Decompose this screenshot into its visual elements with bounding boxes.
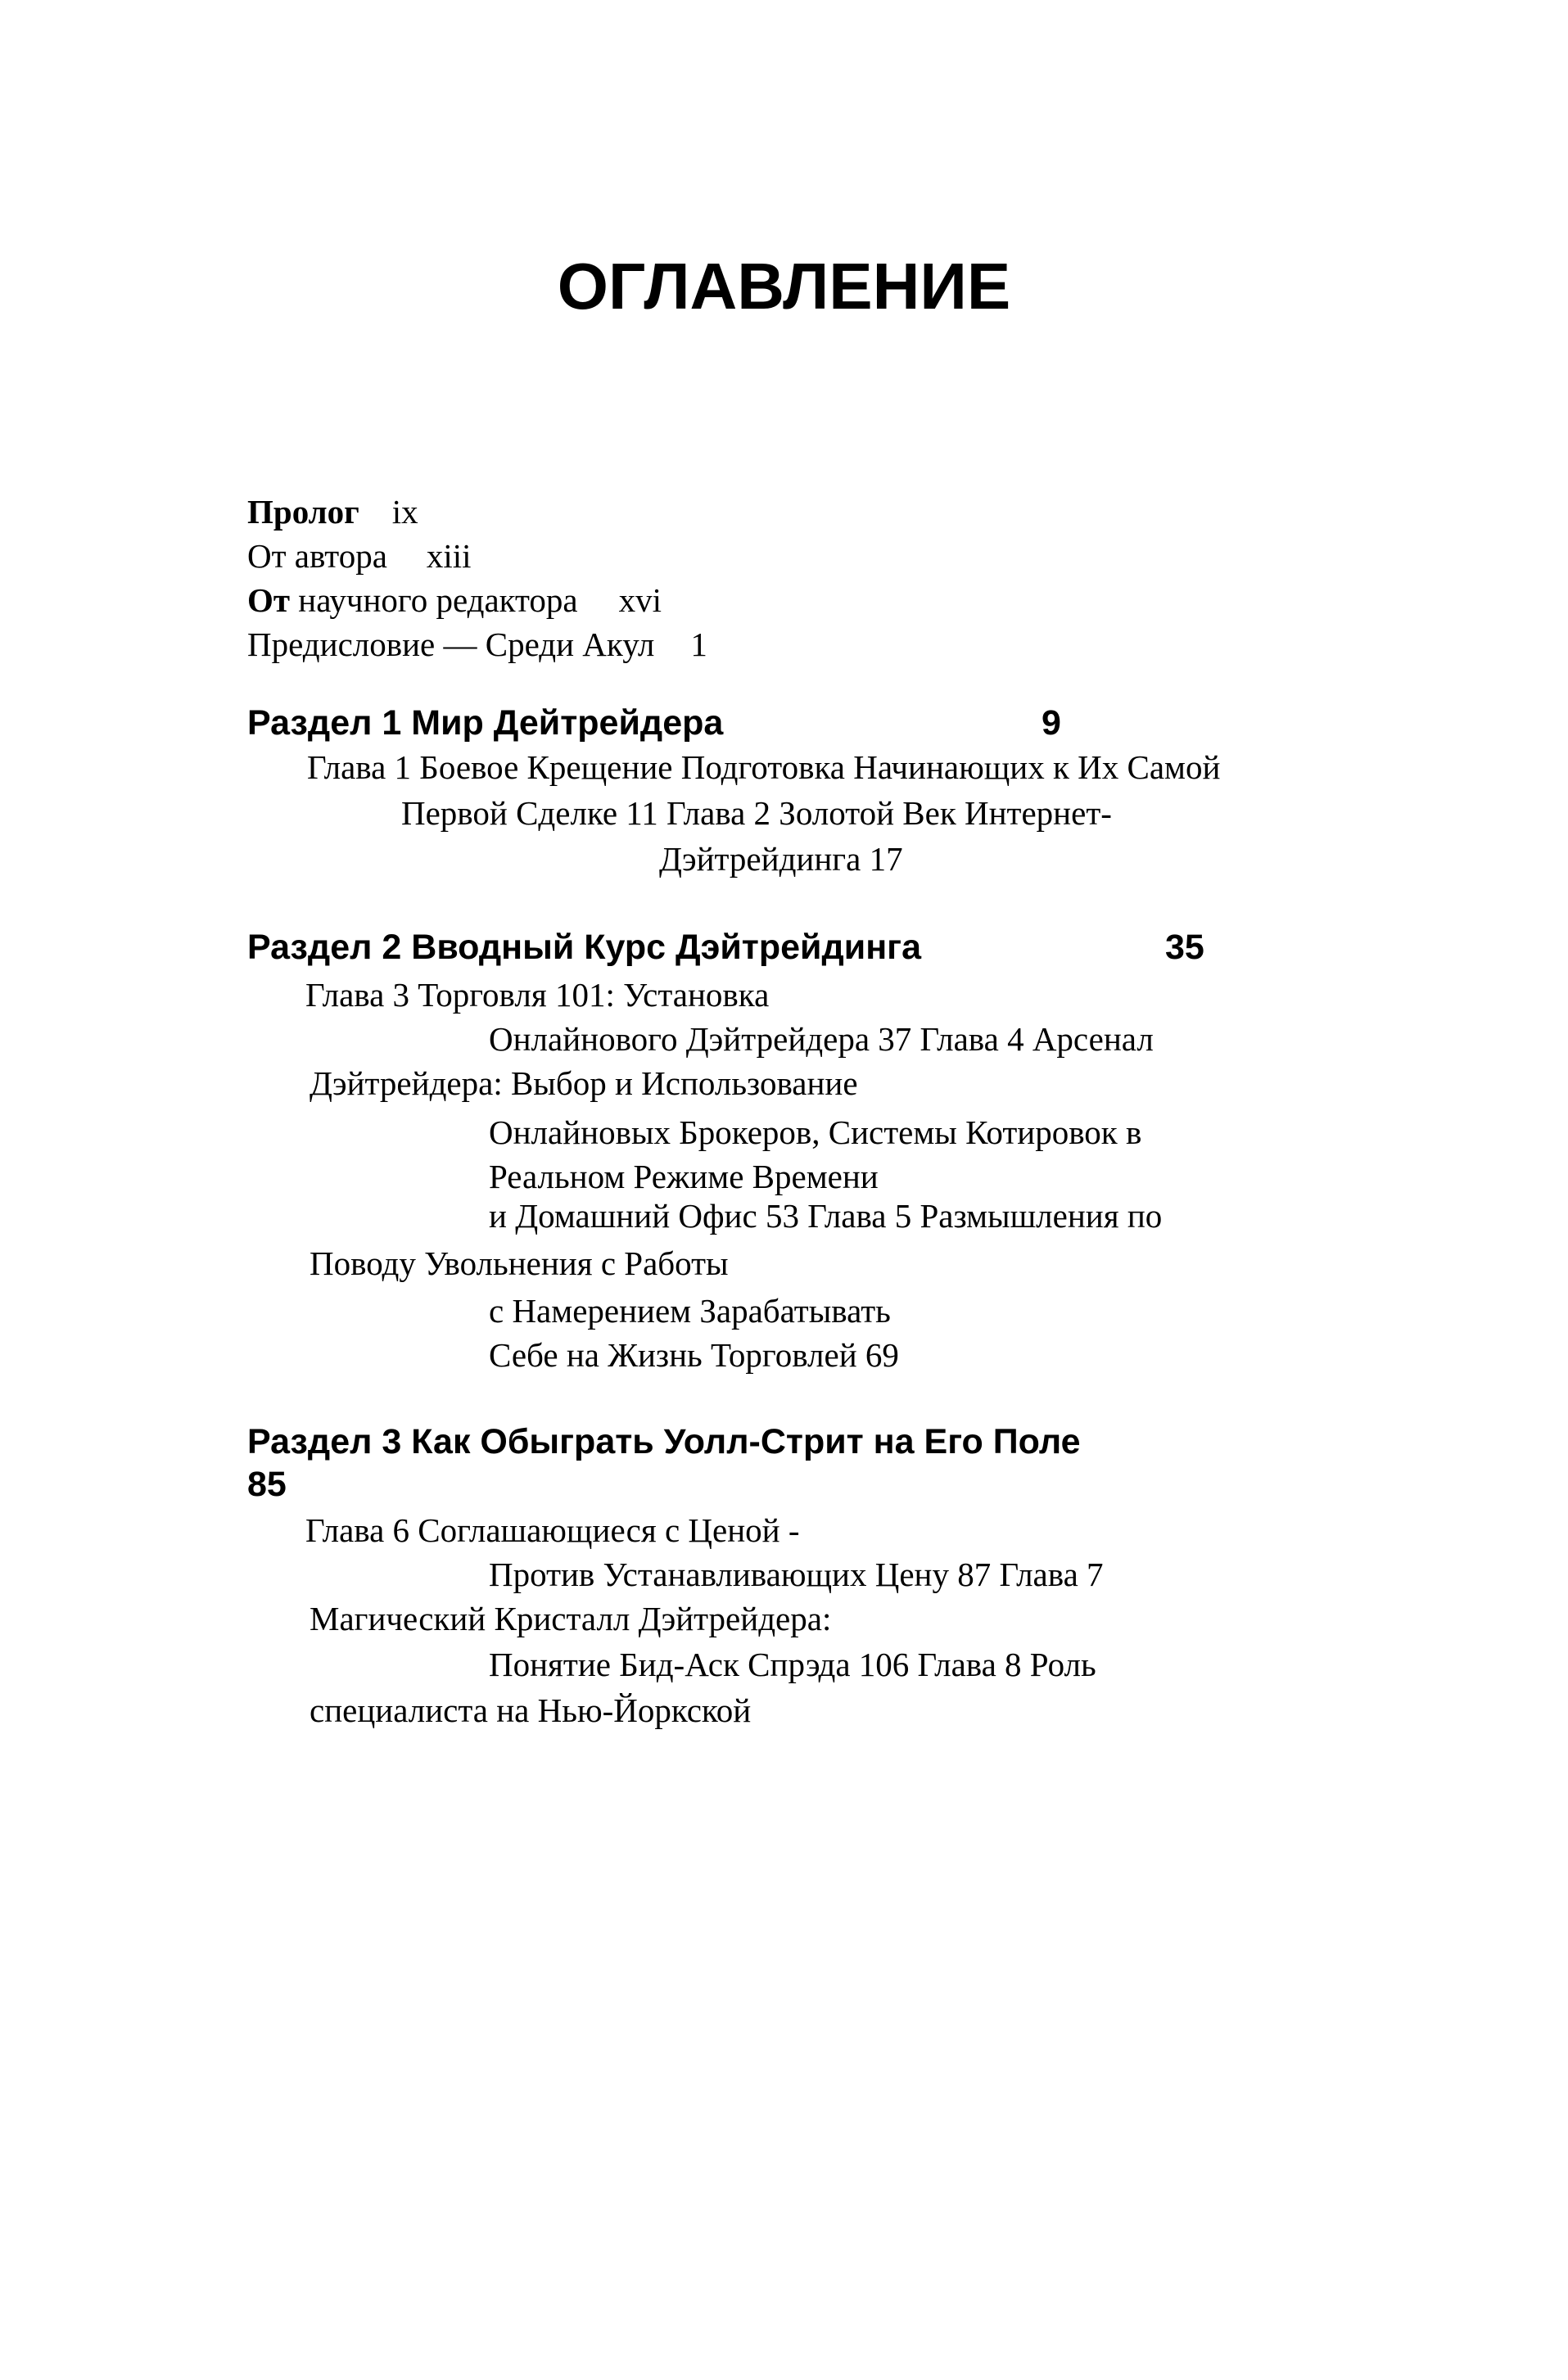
section-3-page: 85 [247, 1465, 287, 1504]
toc-entry-preface [247, 624, 707, 665]
section-2-line: Поводу Увольнения с Работы [310, 1244, 729, 1282]
toc-entry-from-editor [247, 580, 662, 621]
section-2-line: и Домашний Офис 53 Глава 5 Размышления по [489, 1197, 1163, 1235]
section-2-line: Глава 3 Торговля 101: Установка [305, 976, 770, 1014]
toc-entry-label: научного редактора [290, 581, 578, 619]
toc-entry-label: Предисловие — Среди Акул [247, 625, 655, 663]
page-title: ОГЛАВЛЕНИЕ [557, 250, 1011, 323]
section-3-title: Раздел 3 Как Обыграть Уолл-Стрит на Его Поле [247, 1422, 1081, 1461]
toc-entry-from-author [247, 535, 472, 576]
section-3-line: Понятие Бид-Аск Спрэда 106 Глава 8 Роль [489, 1646, 1096, 1683]
toc-entry-label-bold: От [247, 581, 291, 619]
section-2-page: 35 [1165, 928, 1204, 967]
toc-entry-page: ix [391, 493, 418, 531]
section-2-line: с Намерением Зарабатывать [489, 1292, 891, 1330]
section-2-line: Себе на Жизнь Торговлей 69 [489, 1336, 899, 1374]
section-3-line: Магический Кристалл Дэйтрейдера: [310, 1600, 832, 1637]
toc-entry-label: От автора [247, 537, 387, 575]
section-2-line: Онлайновых Брокеров, Системы Котировок в [489, 1113, 1142, 1151]
section-2-line: Реальном Режиме Времени [489, 1158, 879, 1195]
section-3-line: Глава 6 Соглашающиеся с Ценой - [305, 1511, 800, 1549]
toc-entry-page: xiii [426, 537, 472, 575]
section-3-line: специалиста на Нью-Йоркской [310, 1691, 752, 1729]
toc-entry-page: xvi [618, 581, 662, 619]
section-3-line: Против Устанавливающих Цену 87 Глава 7 [489, 1556, 1104, 1593]
section-1-title: Раздел 1 Мир Дейтрейдера [247, 703, 724, 743]
section-2-line: Дэйтрейдера: Выбор и Использование [310, 1064, 858, 1102]
section-2-title: Раздел 2 Вводный Курс Дэйтрейдинга [247, 928, 921, 967]
toc-entry-label: Пролог [247, 493, 359, 531]
section-1-line: Дэйтрейдинга 17 [659, 840, 903, 878]
section-1-line: Глава 1 Боевое Крещение Подготовка Начинающих к Их Самой [307, 748, 1221, 786]
section-1-page: 9 [1042, 703, 1061, 743]
section-1-line: Первой Сделке 11 Глава 2 Золотой Век Интернет- [401, 794, 1112, 832]
toc-entry-page: 1 [690, 625, 707, 663]
section-2-line: Онлайнового Дэйтрейдера 37 Глава 4 Арсенал [489, 1020, 1154, 1058]
toc-entry-prologue [247, 491, 418, 532]
